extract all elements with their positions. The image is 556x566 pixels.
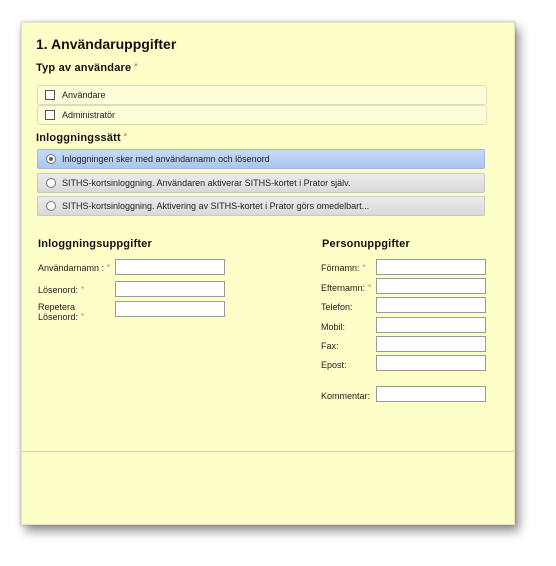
option-label: Användare xyxy=(62,90,106,100)
radio-siths-self[interactable] xyxy=(46,178,56,188)
password-input[interactable] xyxy=(115,281,225,297)
username-label-text: Användarnamn : xyxy=(38,263,105,273)
firstname-input[interactable] xyxy=(376,259,486,275)
firstname-label xyxy=(321,263,366,273)
phone-label: Telefon: xyxy=(321,302,353,312)
password-label xyxy=(38,285,84,295)
form-title: 1. Användaruppgifter xyxy=(36,36,177,52)
login-method-heading xyxy=(36,132,127,144)
required-mark: * xyxy=(107,263,111,272)
repeat-password-label xyxy=(38,302,84,322)
checkbox-user[interactable] xyxy=(45,90,55,100)
required-mark: * xyxy=(362,263,366,272)
username-input[interactable] xyxy=(115,259,225,275)
required-mark: * xyxy=(368,283,372,292)
login-method-heading-text: Inloggningssätt xyxy=(36,132,121,144)
user-type-heading-text: Typ av användare xyxy=(36,62,132,74)
username-label xyxy=(38,263,110,273)
firstname-label-text: Förnamn: xyxy=(321,263,360,273)
lastname-label-text: Efternamn: xyxy=(321,283,366,293)
required-mark: * xyxy=(81,285,85,294)
user-type-option-admin[interactable] xyxy=(37,105,487,125)
fax-input[interactable] xyxy=(376,336,486,352)
user-type-option-user[interactable] xyxy=(37,85,487,105)
comment-label: Kommentar: xyxy=(321,391,371,401)
phone-input[interactable] xyxy=(376,297,486,313)
repeat-label-line2 xyxy=(38,312,84,322)
email-label: Epost: xyxy=(321,360,347,370)
user-form-panel xyxy=(21,22,515,525)
mobile-label: Mobil: xyxy=(321,322,346,332)
required-mark: * xyxy=(81,312,85,321)
personal-details-heading: Personuppgifter xyxy=(322,238,410,250)
repeat-label-line1: Repetera xyxy=(38,302,76,312)
option-label: Inloggningen sker med användarnamn och lösenord xyxy=(62,154,270,164)
checkbox-admin[interactable] xyxy=(45,110,55,120)
required-mark: * xyxy=(123,132,128,141)
repeat-label-line2-text: Lösenord: xyxy=(38,312,79,322)
login-details-heading: Inloggningsuppgifter xyxy=(38,238,152,250)
login-method-option-siths-self[interactable] xyxy=(37,173,485,193)
lastname-label xyxy=(321,283,371,293)
required-mark: * xyxy=(134,62,138,71)
fax-label: Fax: xyxy=(321,341,339,351)
radio-siths-immediate[interactable] xyxy=(46,201,56,211)
option-label: SITHS-kortsinloggning. Aktivering av SITHS-kortet i Prator görs omedelbart... xyxy=(62,201,370,211)
radio-password[interactable] xyxy=(46,154,56,164)
repeat-password-input[interactable] xyxy=(115,301,225,317)
footer-divider xyxy=(22,451,514,452)
login-method-option-siths-immediate[interactable] xyxy=(37,196,485,216)
lastname-input[interactable] xyxy=(376,278,486,294)
option-label: SITHS-kortsinloggning. Användaren aktiverar SITHS-kortet i Prator själv. xyxy=(62,178,351,188)
login-method-option-password[interactable] xyxy=(37,149,485,169)
password-label-text: Lösenord: xyxy=(38,285,79,295)
comment-input[interactable] xyxy=(376,386,486,402)
email-input[interactable] xyxy=(376,355,486,371)
user-type-heading xyxy=(36,62,138,74)
option-label: Administratör xyxy=(62,110,116,120)
mobile-input[interactable] xyxy=(376,317,486,333)
